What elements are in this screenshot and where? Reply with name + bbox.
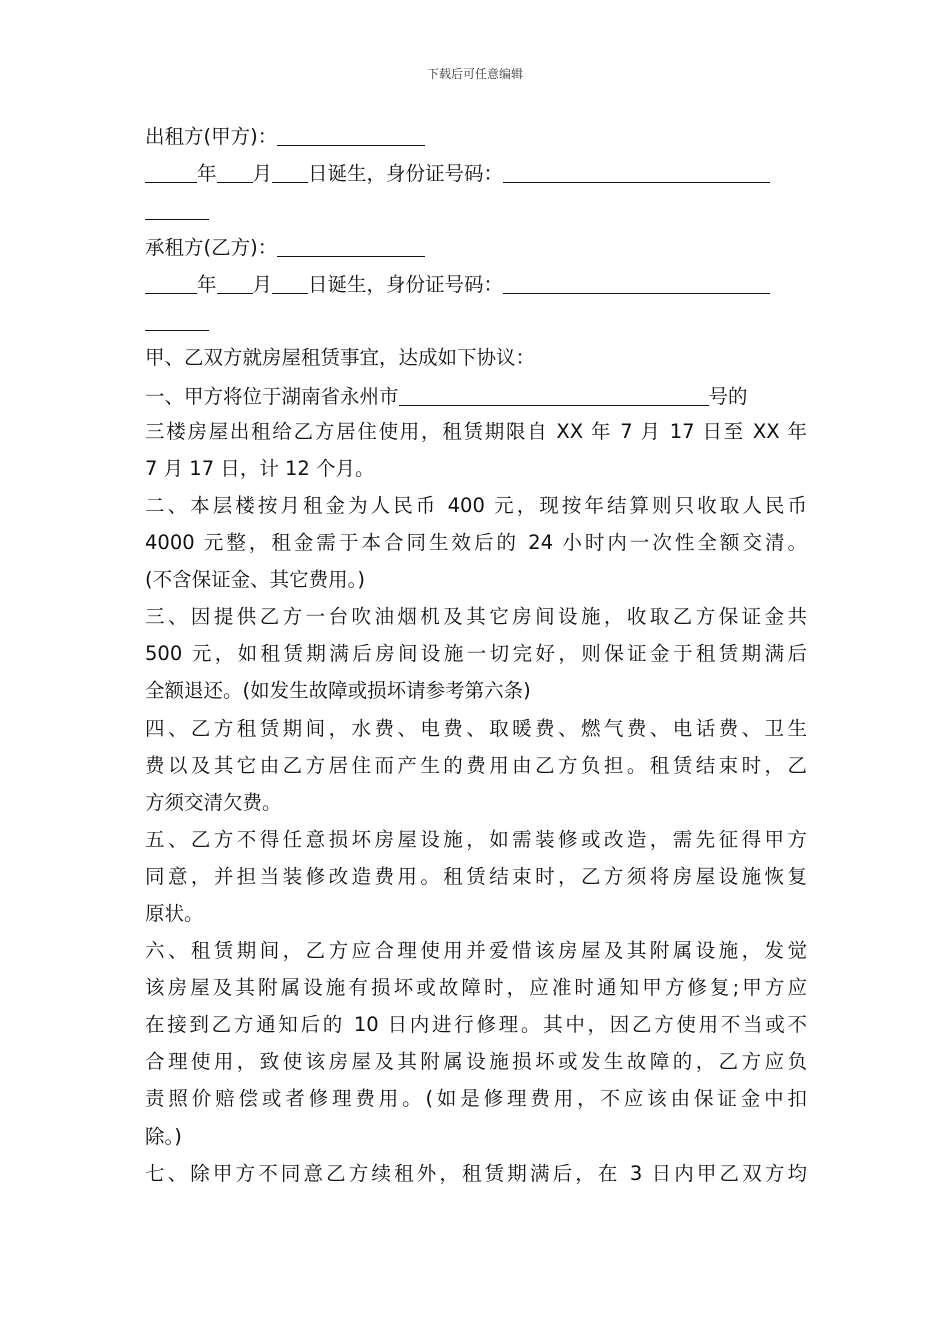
clause-3-line-3: 全额退还。(如发生故障或损坏请参考第六条) [145,679,531,703]
clause-3-line-2: 500 元，如租赁期满后房间设施一切完好，则保证金于租赁期满后 [145,642,807,666]
year-label: 年 [197,273,217,297]
id-number-blank-tail [145,304,209,331]
clause-6-line-6: 除。) [145,1124,182,1148]
clause-2-line-1: 二、本层楼按月租金为人民币 400 元，现按年结算则只收取人民币 [145,493,807,517]
lessee-name-blank [277,230,425,257]
clause-6-line-4: 合理使用，致使该房屋及其附属设施损坏或发生故障的，乙方应负 [145,1050,807,1074]
clause-1-suffix: 号的 [708,384,748,408]
lessor-name-blank [277,119,425,146]
address-blank [399,379,709,406]
clause-6-line-3: 在接到乙方通知后的 10 日内进行修理。其中，因乙方使用不当或不 [145,1013,807,1037]
lessor-label: 出租方(甲方)： [145,125,278,148]
clause-6-line-1: 六、租赁期间，乙方应合理使用并爱惜该房屋及其附属设施，发觉 [145,939,807,963]
clause-2-line-2: 4000 元整，租金需于本合同生效后的 24 小时内一次性全额交清。 [145,531,807,555]
lessor-id-tail-line [145,190,807,227]
birth-id-label: 日诞生，身份证号码： [308,162,504,186]
day-blank [272,267,308,294]
lessee-birth-line [145,264,807,301]
year-label: 年 [197,162,217,186]
clause-2-line-3: (不含保证金、其它费用。) [145,568,365,592]
birth-id-label: 日诞生，身份证号码： [308,273,504,297]
clause-4-line-1: 四、乙方租赁期间，水费、电费、取暖费、燃气费、电话费、卫生 [145,716,807,740]
clause-5-line-2: 同意，并担当装修改造费用。租赁结束时，乙方须将房屋设施恢复 [145,864,807,888]
clause-3-line-1: 三、因提供乙方一台吹油烟机及其它房间设施，收取乙方保证金共 [145,605,807,629]
month-label: 月 [252,162,273,186]
clause-5-line-1: 五、乙方不得任意损坏房屋设施，如需装修或改造，需先征得甲方 [145,827,807,851]
lessor-birth-line [145,153,807,190]
month-label: 月 [252,273,273,297]
clause-6-line-2: 该房屋及其附属设施有损坏或故障时，应准时通知甲方修复;甲方应 [145,976,807,1000]
clause-1-line-3: 7 月 17 日，计 12 个月。 [145,456,375,480]
lessee-line [145,227,807,264]
day-blank [272,156,308,183]
clause-4-line-2: 费以及其它由乙方居住而产生的费用由乙方负担。租赁结束时，乙 [145,753,807,777]
clause-1-line-2: 三楼房屋出租给乙方居住使用，租赁期限自 XX 年 7 月 17 日至 XX 年 [145,419,807,443]
month-blank [217,156,253,183]
id-number-blank [503,156,770,183]
id-number-blank-tail [145,193,209,220]
year-blank [145,267,197,294]
clause-4-line-3: 方须交清欠费。 [145,790,282,814]
clause-1-line-1 [145,376,807,413]
clause-6-line-5: 责照价赔偿或者修理费用。(如是修理费用，不应该由保证金中扣 [145,1087,807,1111]
clause-1-text: 一、甲方将位于湖南省永州市 [145,384,399,408]
lessee-id-tail-line [145,301,807,338]
lessee-label: 承租方(乙方)： [145,236,278,260]
agreement-intro: 甲、乙双方就房屋租赁事宜，达成如下协议： [145,345,536,369]
month-blank [217,267,253,294]
page-header: 下载后可任意编辑 [426,67,523,81]
clause-7-line-1: 七、除甲方不同意乙方续租外，租赁期满后，在 3 日内甲乙双方均 [145,1161,807,1185]
contract-body [145,116,807,1192]
id-number-blank [503,267,770,294]
year-blank [145,156,197,183]
clause-5-line-3: 原状。 [145,901,204,925]
lessor-line [145,116,807,153]
